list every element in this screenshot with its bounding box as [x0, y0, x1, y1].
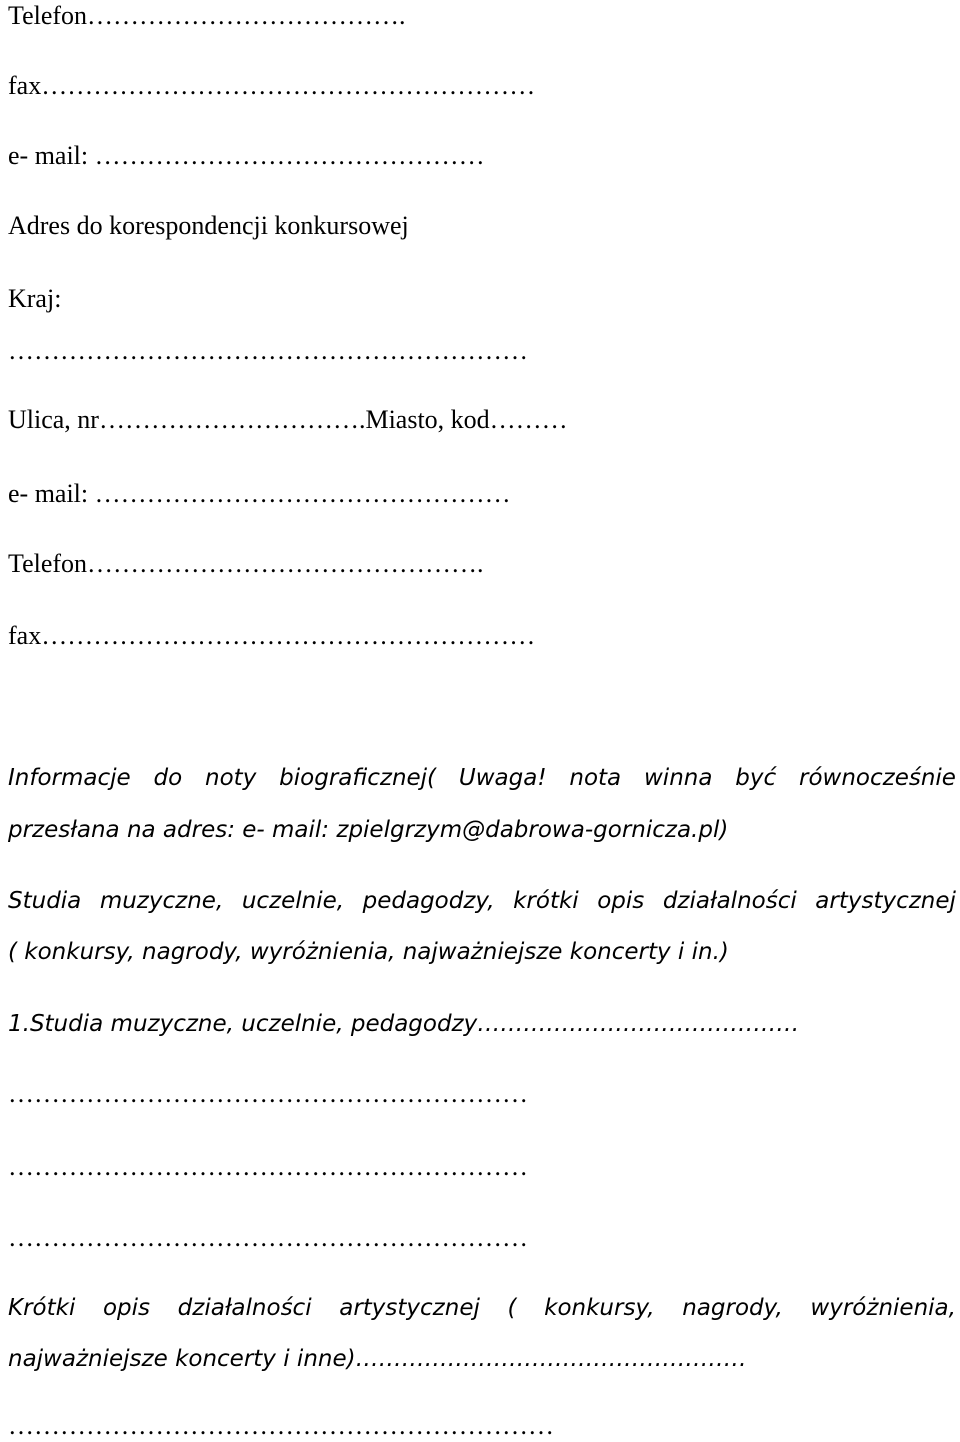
correspondence-email-line: e- mail: …………………………………………: [8, 479, 511, 508]
studies-description-heading: [8, 886, 956, 916]
word: Studia: [8, 888, 82, 914]
street-city-line: Ulica, nr………………………….Miasto, kod………: [8, 405, 568, 434]
studies-fill-line-3: ……………………………………………………: [8, 1223, 528, 1252]
word: pedagodzy,: [362, 888, 495, 914]
word: opis: [597, 888, 645, 914]
bio-info-heading: [8, 763, 956, 793]
studies-section-line: 1.Studia muzyczne, uczelnie, pedagodzy……………………………………: [8, 1011, 800, 1037]
contact-fax-line: fax…………………………………………………: [8, 71, 536, 100]
studies-fill-line-2: ……………………………………………………: [8, 1152, 528, 1181]
word: do: [153, 765, 183, 791]
word: noty: [205, 765, 257, 791]
activity-description-heading: [8, 1293, 956, 1323]
activity-description-line: najważniejsze koncerty i inne)……………………………………………: [8, 1346, 747, 1372]
bio-info-email-line: przesłana na adres: e- mail: zpielgrzym@dabrowa-gornicza.pl): [8, 817, 729, 843]
word: Krótki: [8, 1295, 76, 1321]
country-fill-line: ……………………………………………………: [8, 336, 528, 365]
word: uczelnie,: [241, 888, 345, 914]
word: artystycznej: [815, 888, 956, 914]
word: Uwaga!: [458, 765, 547, 791]
word: opis: [102, 1295, 151, 1321]
word: równocześnie: [799, 765, 956, 791]
word: działalności: [662, 888, 797, 914]
word: krótki: [513, 888, 579, 914]
word: nota: [569, 765, 622, 791]
word: być: [735, 765, 777, 791]
studies-description-subline: ( konkursy, nagrody, wyróżnienia, najważniejsze koncerty i in.): [8, 939, 729, 965]
correspondence-address-heading: Adres do korespondencji konkursowej: [8, 211, 409, 240]
word: nagrody,: [682, 1295, 783, 1321]
word: działalności: [177, 1295, 312, 1321]
contact-email-line: e- mail: ………………………………………: [8, 141, 485, 170]
activity-fill-line: ………………………………………………………: [8, 1411, 554, 1440]
word: Informacje: [8, 765, 131, 791]
word: konkursy,: [544, 1295, 655, 1321]
word: artystycznej: [339, 1295, 480, 1321]
word: muzyczne,: [99, 888, 224, 914]
correspondence-phone-line: Telefon……………………………………….: [8, 549, 484, 578]
correspondence-fax-line: fax…………………………………………………: [8, 621, 536, 650]
word: (: [507, 1295, 517, 1321]
studies-fill-line-1: ……………………………………………………: [8, 1079, 528, 1108]
word: winna: [644, 765, 713, 791]
word: biograficznej(: [279, 765, 437, 791]
word: wyróżnienia,: [810, 1295, 956, 1321]
contact-phone-line: Telefon……………………………….: [8, 1, 406, 30]
country-label: Kraj:: [8, 284, 62, 313]
